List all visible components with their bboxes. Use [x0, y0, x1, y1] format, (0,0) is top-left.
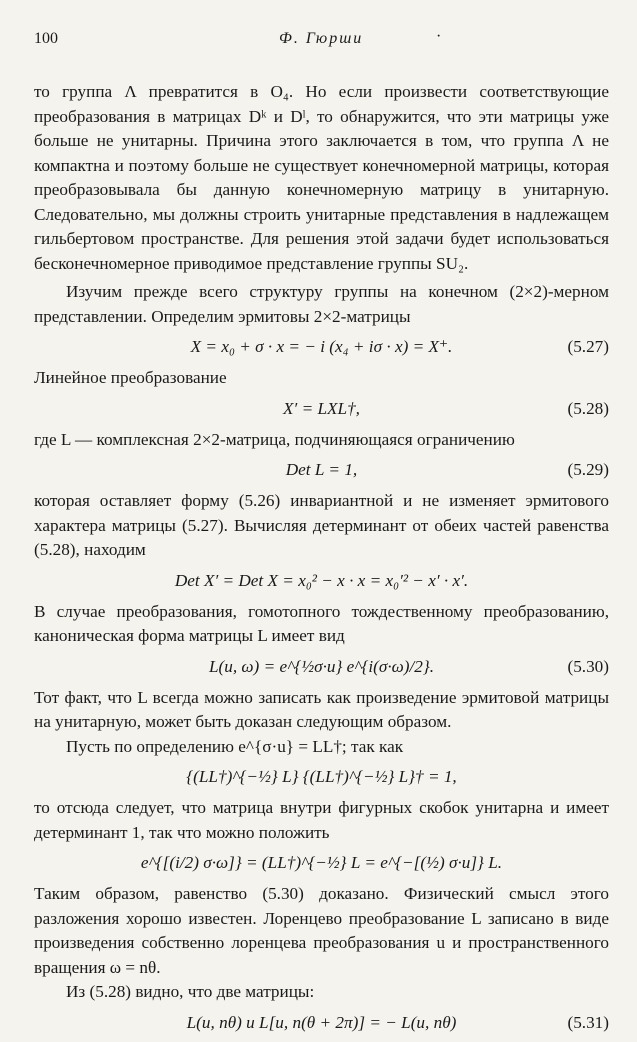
paragraph-8: Пусть по определению e^{σ·u} = LL†; так как: [66, 736, 404, 756]
equation-number: (5.30): [567, 656, 609, 676]
equation-5-29: [34, 458, 609, 485]
equation-formula: L(u, nθ) и L[u, n(θ + 2π)] = − L(u, nθ): [186, 1012, 457, 1032]
paragraph-7: Тот факт, что L всегда можно записать как произведение эрмитовой матрицы на унитарную, может быть доказан следующим образом.: [34, 687, 609, 731]
equation-number: (5.28): [567, 398, 609, 418]
paragraph-11: Из (5.28) видно, что две матрицы:: [66, 982, 315, 1001]
equation-formula: X = x₀ + σ · x = − i (x₄ + iσ · x) = X⁺.: [190, 337, 453, 356]
equation-5-28: [34, 397, 609, 424]
equation-formula: L(u, ω) = e^{½σ·u} e^{i(σ·ω)/2}.: [208, 656, 435, 676]
header-mark: ·: [436, 28, 442, 45]
equation-formula: Det X′ = Det X = x₀² − x · x = x₀′² − x′ · x′.: [174, 570, 469, 590]
paragraph-4: где L — комплексная 2×2-матрица, подчиняющаяся ограничению: [34, 429, 515, 449]
page-body: [34, 80, 609, 1042]
equation-5-30: [34, 655, 609, 682]
paragraph-2: Изучим прежде всего структуру группы на конечном (2×2)-мерном представлении. Определим эрмитовы 2×2-матрицы: [34, 282, 609, 326]
equation-5-31: [34, 1011, 609, 1038]
equation-formula: e^{[(i/2) σ·ω]} = (LL†)^{−½} L = e^{−[(½) σ·u]} L.: [140, 853, 503, 872]
equation-formula: X′ = LXL†,: [283, 398, 360, 418]
equation-formula: {(LL†)^{−½} L} {(LL†)^{−½} L}† = 1,: [186, 767, 457, 786]
equation-unitarity: [34, 765, 609, 792]
equation-determinant: [34, 569, 609, 596]
paragraph-10: Таким образом, равенство (5.30) доказано. Физический смысл этого разложения хорошо известен. Лоренцево преобразование L записано в виде произведения собственно лоренцева преобразования u и пространственного вращения ω = nθ.: [34, 884, 609, 977]
paragraph-6: В случае преобразования, гомотопного тождественному преобразованию, каноническая форма матрицы L имеет вид: [34, 601, 609, 645]
paragraph-5: которая оставляет форму (5.26) инвариантной и не изменяет эрмитового характера матрицы (5.27). Вычисляя детерминант от обеих частей равенства (5.28), находим: [34, 491, 609, 559]
equation-exponential: [34, 851, 609, 878]
page-header: [34, 30, 607, 52]
page-number: 100: [34, 30, 58, 47]
equation-number: (5.31): [567, 1012, 609, 1032]
paragraph-9: то отсюда следует, что матрица внутри фигурных скобок унитарна и имеет детерминант 1, так что можно положить: [34, 798, 609, 842]
equation-5-27: [34, 335, 609, 362]
paragraph-1: то группа Λ превратится в O₄. Но если произвести соответствующие преобразования в матрицах Dᵏ и Dˡ, то обнаружится, что эти матрицы уже больше не унитарны. Причина этого заключается в том, что группа Λ не компактна и поэтому больше не существует конечномерной матрицы, которая преобразовывала бы данную конечномерную матрицу в унитарную. Следовательно, мы должны строить унитарные представления в надлежащем гильбертовом пространстве. Для решения этой задачи будет использоваться бесконечномерное приводимое представление группы SU₂.: [34, 82, 609, 273]
equation-formula: Det L = 1,: [285, 460, 358, 479]
paragraph-3: Линейное преобразование: [34, 368, 227, 387]
equation-number: (5.29): [567, 460, 609, 479]
running-title: Ф. Гюрши: [279, 30, 364, 47]
equation-number: (5.27): [567, 337, 609, 356]
